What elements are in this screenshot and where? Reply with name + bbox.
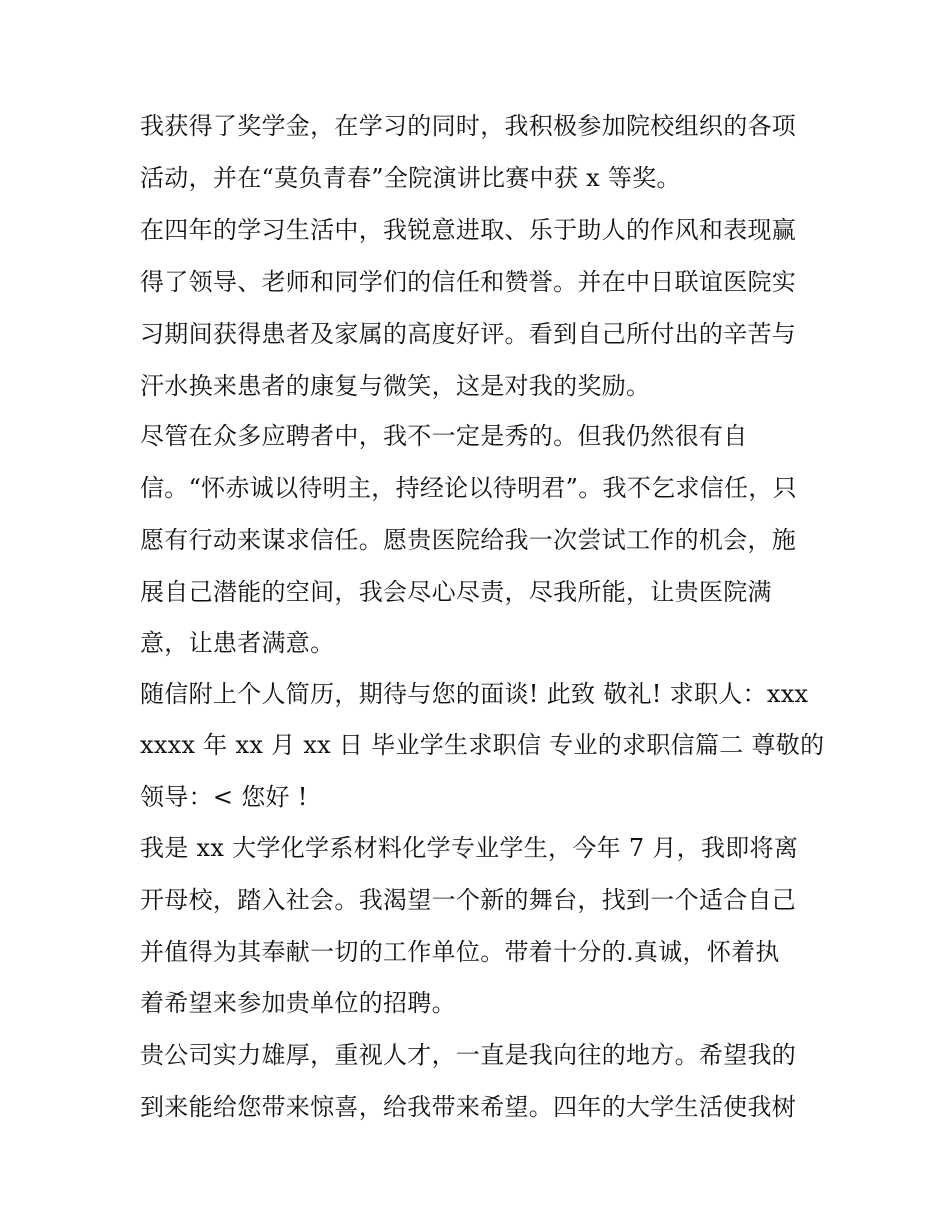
text-line: 贵公司实力雄厚，重视人才，一直是我向往的地方。希望我的 (140, 1041, 797, 1069)
text-line: 信。“怀赤诚以待明主，持经论以待明君”。我不乞求信任，只 (140, 474, 797, 502)
text-line: 展自己潜能的空间，我会尽心尽责，尽我所能，让贵医院满 (140, 578, 772, 606)
text-line: 我是 xx 大学化学系材料化学专业学生，今年 7 月，我即将离 (140, 834, 799, 862)
text-line: 我获得了奖学金，在学习的同时，我积极参加院校组织的各项 (140, 112, 797, 140)
text-line: xxxx 年 xx 月 xx 日 毕业学生求职信 专业的求职信篇二 尊敬的 (140, 731, 825, 759)
text-line: 意，让患者满意。 (140, 629, 335, 657)
text-line: 在四年的学习生活中，我锐意进取、乐于助人的作风和表现赢 (140, 216, 797, 244)
text-line: 愿有行动来谋求信任。愿贵医院给我一次尝试工作的机会，施 (140, 526, 797, 554)
text-line: 习期间获得患者及家属的高度好评。看到自己所付出的辛苦与 (140, 320, 797, 348)
text-line: 着希望来参加贵单位的招聘。 (140, 989, 456, 1017)
text-line: 活动，并在“莫负青春”全院演讲比赛中获 x 等奖。 (140, 164, 681, 192)
text-line: 开母校，踏入社会。我渴望一个新的舞台，找到一个适合自己 (140, 886, 797, 914)
text-line: 得了领导、老师和同学们的信任和赞誉。并在中日联谊医院实 (140, 268, 797, 296)
text-line: 随信附上个人简历，期待与您的面谈! 此致 敬礼! 求职人：xxx (140, 680, 809, 708)
text-line: 领导：< 您好 ! (140, 783, 308, 811)
text-line: 汗水换来患者的康复与微笑，这是对我的奖励。 (140, 372, 651, 400)
text-line: 尽管在众多应聘者中，我不一定是秀的。但我仍然很有自 (140, 422, 748, 450)
text-line: 到来能给您带来惊喜，给我带来希望。四年的大学生活使我树 (140, 1093, 797, 1121)
text-line: 并值得为其奉献一切的工作单位。带着十分的.真诚，怀着执 (140, 938, 780, 966)
